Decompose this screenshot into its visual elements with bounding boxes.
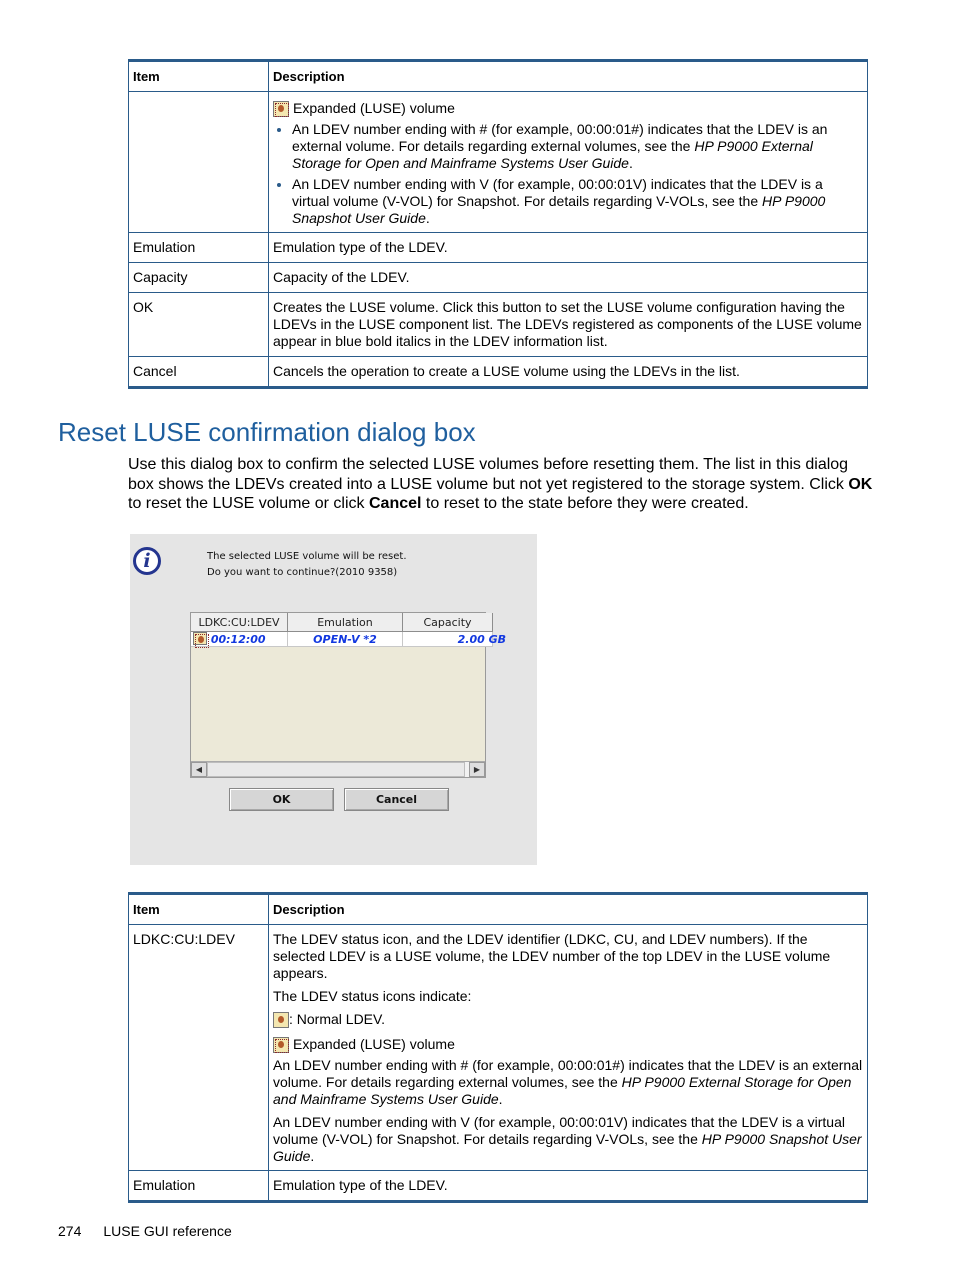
column-header-item: Item: [129, 61, 269, 92]
table-row: [129, 92, 868, 233]
page-footer: [58, 1223, 232, 1239]
expanded-ldev-icon: [193, 632, 207, 645]
section-title: Reset LUSE confirmation dialog box: [58, 417, 476, 447]
expanded-volume-legend: [273, 100, 863, 117]
column-header-description: Description: [269, 894, 868, 925]
table-row-ldev-cell[interactable]: [191, 632, 288, 647]
info-icon: i: [133, 547, 161, 575]
list-item: • An LDEV number ending with V (for example, 00:00:01V) indicates that the LDEV is a virtual volume (V-VOL) for Snapshot. For details regarding V-VOLs, see the HP P9000 Snapshot User Guide.: [292, 176, 863, 227]
table-row: [129, 293, 868, 357]
scroll-right-icon[interactable]: ▶: [469, 762, 485, 777]
description-cell: [269, 925, 868, 1171]
table-row: [129, 357, 868, 388]
ldev-list[interactable]: [190, 612, 506, 778]
doc-reference: HP P9000 External Storage for Open and Mainframe Systems User Guide: [273, 1074, 852, 1107]
column-header-emulation[interactable]: Emulation: [288, 613, 403, 632]
item-cell: Emulation: [129, 233, 269, 263]
doc-reference: HP P9000 External Storage for Open and Mainframe Systems User Guide: [292, 138, 813, 171]
item-cell: OK: [129, 293, 269, 357]
status-bullet-list: [273, 121, 863, 227]
cancel-button[interactable]: Cancel: [344, 788, 449, 811]
item-description-table-2: [128, 892, 868, 1203]
normal-ldev-label: : Normal LDEV.: [289, 1011, 385, 1027]
table-row: [129, 233, 868, 263]
column-header-capacity[interactable]: Capacity: [403, 613, 493, 632]
section-intro: Use this dialog box to confirm the selected LUSE volumes before resetting them. The list in this dialog box shows the LDEVs created into a LUSE volume but not yet registered to the storage system. Click OK to reset the LUSE volume or click Cancel to reset to the state before they were created.: [128, 456, 873, 512]
capacity-value[interactable]: 2.00 GB: [403, 632, 493, 647]
table-row: [129, 263, 868, 293]
doc-reference: HP P9000 Snapshot User Guide: [273, 1131, 862, 1164]
expanded-volume-legend: [273, 1036, 863, 1053]
ldev-description: The LDEV status icon, and the LDEV identifier (LDKC, CU, and LDEV numbers). If the selected LDEV is a LUSE volume, the LDEV number of the top LDEV in the LUSE volume appears.: [273, 931, 831, 981]
expanded-volume-label: Expanded (LUSE) volume: [293, 100, 455, 116]
description-cell: Capacity of the LDEV.: [269, 263, 868, 293]
doc-reference: HP P9000 Snapshot User Guide: [292, 193, 826, 226]
ok-button[interactable]: OK: [229, 788, 334, 811]
dialog-message-line-2: Do you want to continue?(2010 9358): [207, 567, 398, 578]
table-row: [129, 925, 868, 1171]
description-cell: [269, 92, 868, 233]
item-description-table-1: [128, 59, 868, 389]
description-cell: Cancels the operation to create a LUSE volume using the LDEVs in the list.: [269, 357, 868, 388]
item-cell: Emulation: [129, 1171, 269, 1202]
expanded-ldev-icon: [273, 101, 289, 117]
footer-section: LUSE GUI reference: [103, 1223, 232, 1239]
list-item: • An LDEV number ending with # (for example, 00:00:01#) indicates that the LDEV is an external volume. For details regarding external volumes, see the HP P9000 External Storage for Open and Mainframe Systems User Guide.: [292, 121, 863, 172]
column-header-ldev[interactable]: LDKC:CU:LDEV: [191, 613, 288, 632]
expanded-ldev-icon: [273, 1037, 289, 1053]
item-cell: Cancel: [129, 357, 269, 388]
column-header-description: Description: [269, 61, 868, 92]
page-number: 274: [58, 1223, 82, 1239]
table-row: [129, 1171, 868, 1202]
emulation-value[interactable]: OPEN-V *2: [288, 632, 403, 647]
description-cell: Emulation type of the LDEV.: [269, 233, 868, 263]
status-icons-intro: The LDEV status icons indicate:: [273, 988, 472, 1004]
table-header-row: [129, 61, 868, 92]
scroll-left-icon[interactable]: ◀: [191, 762, 207, 777]
table-header-row: [129, 894, 868, 925]
description-cell: Emulation type of the LDEV.: [269, 1171, 868, 1202]
normal-ldev-legend: [273, 1011, 863, 1028]
expanded-volume-label: Expanded (LUSE) volume: [293, 1036, 455, 1052]
virtual-volume-note: An LDEV number ending with V (for example, 00:00:01V) indicates that the LDEV is a virtual volume (V-VOL) for Snapshot. For details regarding V-VOLs, see the HP P9000 Snapshot User Guide.: [273, 1114, 862, 1164]
ok-term: OK: [848, 475, 873, 493]
item-cell: [129, 92, 269, 233]
external-volume-note: An LDEV number ending with # (for example, 00:00:01#) indicates that the LDEV is an external volume. For details regarding external volumes, see the HP P9000 External Storage for Open and Mainframe Systems User Guide.: [273, 1057, 863, 1107]
normal-ldev-icon: [273, 1012, 289, 1028]
description-cell: Creates the LUSE volume. Click this button to set the LUSE volume configuration having the LDEVs in the LUSE component list. The LDEVs registered as components of the LUSE volume appear in blue bold italics in the LDEV information list.: [269, 293, 868, 357]
scroll-track[interactable]: [207, 762, 465, 777]
ldev-value: 00:12:00: [210, 633, 266, 646]
item-cell: LDKC:CU:LDEV: [129, 925, 269, 1171]
dialog-message-line-1: The selected LUSE volume will be reset.: [207, 551, 407, 562]
reset-luse-dialog: [130, 534, 537, 865]
cancel-term: Cancel: [368, 495, 422, 512]
column-header-item: Item: [129, 894, 269, 925]
item-cell: Capacity: [129, 263, 269, 293]
horizontal-scrollbar[interactable]: [191, 761, 485, 777]
